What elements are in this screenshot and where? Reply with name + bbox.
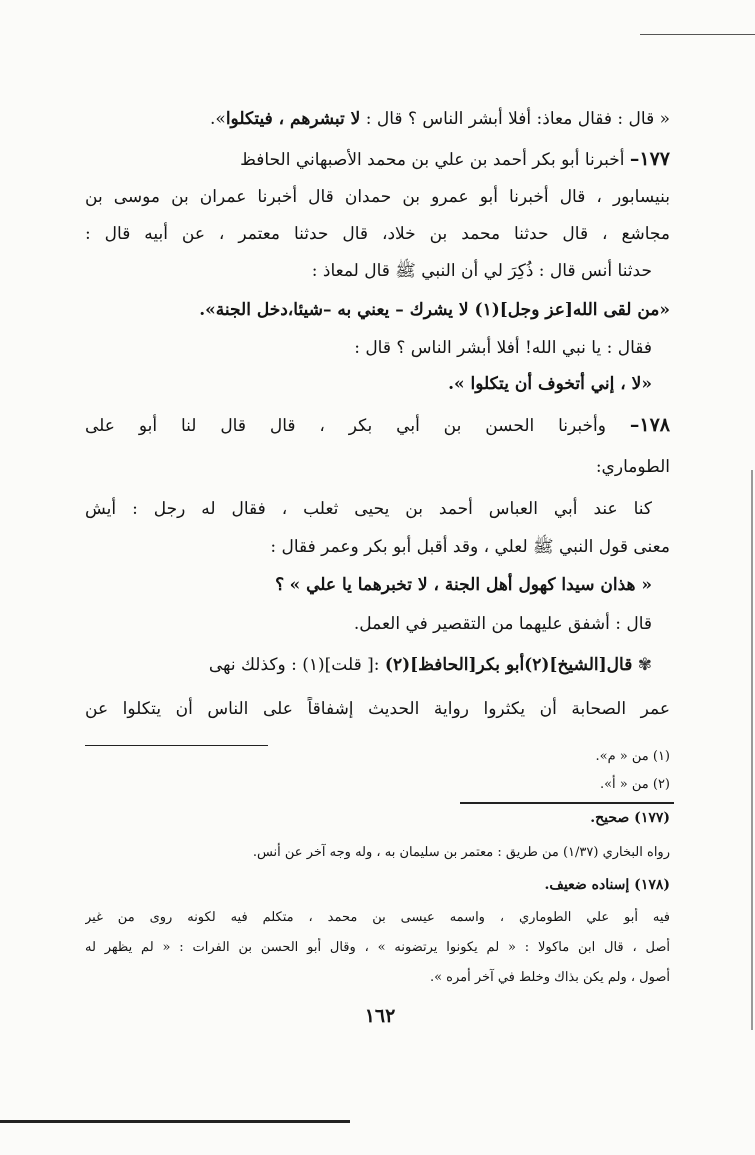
note-text-178-b: أصل ، قال ابن ماكولا : « لم يكونوا يرتضونه » ، وقال أبو الحسن بن الفرات : « لم يظهر له [85, 940, 670, 955]
scan-edge-right [751, 470, 753, 1030]
note-heading-177: (١٧٧) صحيح. [590, 810, 670, 826]
hadith-quote-177: «من لقى الله[عز وجل](١) لا يشرك – يعني به –شيئا،دخل الجنة». [199, 300, 670, 320]
scan-edge-bottom [0, 1120, 350, 1123]
note-text-178-a: فيه أبو علي الطوماري ، واسمه عيسى بن محمد ، متكلم فيه لكونه روى من غير [85, 910, 670, 925]
hadith-178-start: ١٧٨– وأخبرنا الحسن بن أبي بكر ، قال قال لنا أبو على [85, 414, 670, 436]
footnote-2: (٢) من « أ». [599, 777, 670, 792]
hadith-quote-178: « هذان سيدا كهول أهل الجنة ، لا تخبرهما يا علي » ؟ [275, 575, 652, 595]
text-line-3: بنيسابور ، قال أخبرنا أبو عمرو بن حمدان قال أخبرنا عمران بن موسى بن [85, 187, 670, 207]
hadith-177-start: ١٧٧– أخبرنا أبو بكر أحمد بن علي بن محمد الأصبهاني الحافظ [240, 148, 670, 170]
text-line-10: الطوماري: [595, 457, 670, 477]
text-line-12: معنى قول النبي ﷺ لعلي ، وقد أقبل أبو بكر وعمر فقال : [270, 537, 670, 557]
text-line-15: ✾ قال[الشيخ](٢)أبو بكر[الحافظ](٢) :[ قلت](١) : وكذلك نهى [208, 655, 652, 675]
note-text-177: رواه البخاري (١/٣٧) من طريق : معتمر بن سليمان به ، وله وجه آخر عن أنس. [252, 845, 670, 860]
text-line-1: « قال : فقال معاذ: أفلا أبشر الناس ؟ قال : لا تبشرهم ، فيتكلوا». [210, 109, 670, 129]
page-number: ١٦٢ [364, 1005, 396, 1027]
footnote-1: (١) من « م». [595, 749, 670, 764]
note-text-178-c: أصول ، ولم يكن بذاك وخلط في آخر أمره ». [429, 970, 670, 985]
footnote-separator-short [85, 745, 268, 746]
hadith-number-178: ١٧٨– [629, 414, 670, 436]
text-line-16: عمر الصحابة أن يكثروا رواية الحديث إشفاقاً على الناس أن يتكلوا عن [85, 699, 670, 719]
flower-ornament-icon: ✾ [637, 655, 652, 675]
footnote-separator-long [460, 802, 674, 804]
scan-edge-top [640, 34, 755, 35]
bold-quote: لا تبشرهم ، فيتكلوا [225, 109, 361, 129]
text-line-11: كنا عند أبي العباس أحمد بن يحيى ثعلب ، فقال له رجل : أيش [85, 499, 652, 519]
hadith-quote-177b: «لا ، إني أتخوف أن يتكلوا ». [448, 374, 652, 394]
text-line-7: فقال : يا نبي الله! أفلا أبشر الناس ؟ قال : [354, 338, 652, 358]
text-line-5: حدثنا أنس قال : ذُكِرَ لي أن النبي ﷺ قال لمعاذ : [311, 261, 652, 281]
note-heading-178: (١٧٨) إسناده ضعيف. [544, 877, 670, 893]
hadith-number-177: ١٧٧– [629, 148, 670, 170]
text-line-4: مجاشع ، قال حدثنا محمد بن خلاد، قال حدثنا معتمر ، عن أبيه قال : [85, 224, 670, 244]
text-line-14: قال : أشفق عليهما من التقصير في العمل. [353, 614, 652, 634]
